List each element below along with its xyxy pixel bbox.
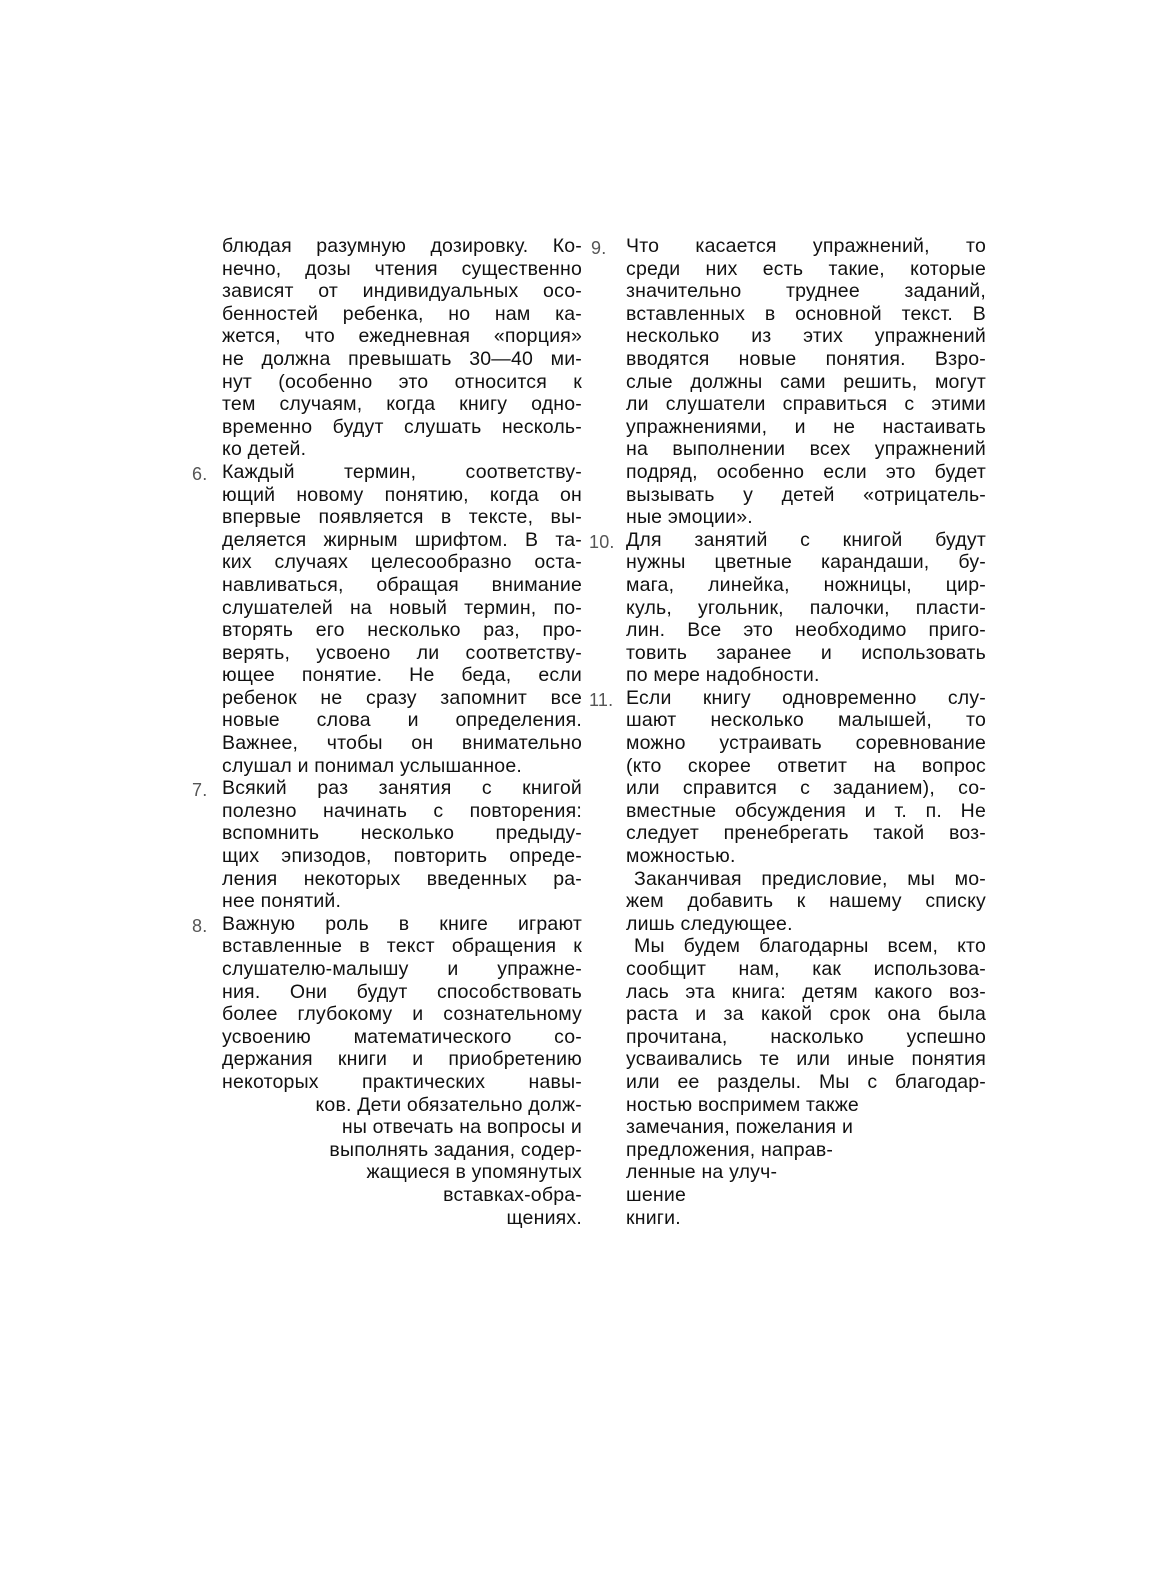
text-line: тем случаям, когда книгу одно- (222, 393, 582, 416)
text-line: мага, линейка, ножницы, цир- (626, 573, 986, 596)
text-line: ления некоторых введенных ра- (222, 867, 582, 890)
text-line: Каждый термин, соответству- (222, 460, 582, 483)
text-line: на выполнении всех упражнений (626, 438, 986, 461)
text-line: лин. Все это необходимо приго- (626, 619, 986, 642)
text-line: вместные обсуждения и т. п. Не (626, 799, 986, 822)
text-line: ния. Они будут способствовать (222, 980, 582, 1003)
list-item-8 (192, 912, 582, 1229)
text-line: верять, усвоено ли соответству- (222, 641, 582, 664)
text-line: можно устраивать соревнование (626, 732, 986, 755)
text-line: предложения, направ- (626, 1138, 834, 1161)
text-line: вспомнить несколько предыду- (222, 822, 582, 845)
text-line: ющий новому понятию, когда он (222, 483, 582, 506)
text-line: щениях. (506, 1206, 582, 1229)
text-line: Заканчивая предисловие, мы мо- (634, 867, 986, 890)
text-line: Мы будем благодарны всем, кто (634, 935, 986, 958)
item-number: 6. (192, 463, 208, 484)
text-line: шение (626, 1183, 686, 1206)
text-line: книги. (626, 1206, 681, 1229)
text-line: вводятся новые понятия. Взро- (626, 347, 986, 370)
text-line: новые слова и определения. (222, 709, 582, 732)
item-number: 9. (591, 238, 607, 258)
text-line: Всякий раз занятия с книгой (222, 777, 582, 800)
text-line: некоторых практических навы- (222, 1070, 582, 1093)
text-line: Что касается упражнений, то (626, 235, 986, 257)
text-line: лишь следующее. (626, 912, 793, 935)
text-line: слушателю-малышу и упражне- (222, 958, 582, 980)
text-line: следует пренебрегать такой воз- (626, 822, 986, 845)
item-number: 11. (589, 689, 614, 710)
text-line: ностью воспримем также (626, 1093, 859, 1116)
text-line: Важнее, чтобы он внимательно (222, 732, 582, 755)
text-line: усваивались те или иные понятия (626, 1048, 986, 1071)
text-line: держания книги и приобретению (222, 1048, 582, 1071)
text-line: вторять его несколько раз, про- (222, 619, 582, 642)
list-item-10 (589, 528, 986, 687)
text-line: ны отвечать на вопросы и (341, 1116, 582, 1139)
item-number: 10. (589, 531, 615, 552)
text-line: Для занятий с книгой будут (626, 528, 986, 551)
text-line: бенностей ребенка, но нам ка- (222, 302, 582, 325)
text-line: замечания, пожелания и (626, 1116, 854, 1139)
text-line: жащиеся в упомянутых (366, 1161, 582, 1184)
text-line: (кто скорее ответит на вопрос (626, 754, 986, 777)
text-line: выполнять задания, содер- (329, 1138, 582, 1161)
text-line: несколько из этих упражнений (626, 325, 986, 348)
text-line: ли слушатели справиться с этими (626, 393, 986, 416)
text-line: нее понятий. (222, 890, 342, 913)
text-line: полезно начинать с повторения: (222, 799, 582, 822)
closing-paragraph (626, 868, 986, 936)
left-column (192, 235, 582, 1229)
text-line: щих эпизодов, повторить опреде- (222, 845, 582, 868)
text-line: вставленные в текст обращения к (222, 935, 582, 958)
text-line: ребенок не сразу запомнит все (222, 686, 582, 709)
text-line: среди них есть такие, которые (626, 257, 986, 280)
text-line: ков. Дети обязательно долж- (315, 1093, 582, 1116)
list-item-11 (589, 686, 986, 868)
text-line: блюдая разумную дозировку. Ко- (222, 235, 582, 257)
text-line: усвоению математического со- (222, 1025, 582, 1048)
text-line: сообщит нам, как использова- (626, 958, 986, 980)
text-line: слушал и понимал услышанное. (222, 754, 522, 777)
text-line: или справится с заданием), со- (626, 777, 986, 800)
text-line: жем добавить к нашему списку (626, 890, 986, 913)
thanks-paragraph (626, 935, 986, 1229)
text-line: куль, угольник, палочки, пласти- (626, 596, 986, 619)
text-line: раста и за какой срок она была (626, 1003, 986, 1026)
text-line: ко детей. (222, 438, 307, 461)
text-line: значительно труднее заданий, (626, 280, 986, 303)
text-line: ные эмоции». (626, 506, 753, 529)
text-line: слушателей на новый термин, по- (222, 596, 582, 619)
text-line: ленные на улуч- (626, 1161, 778, 1184)
text-line: или ее разделы. Мы с благодар- (626, 1070, 986, 1093)
list-item-7 (192, 777, 582, 913)
text-line: навливаться, обращая внимание (222, 573, 582, 596)
text-line: жется, что ежедневная «порция» (222, 325, 582, 348)
text-line: вставленных в основной текст. В (626, 302, 986, 325)
list-item-6 (192, 460, 582, 777)
text-line: вызывать у детей «отрицатель- (626, 483, 986, 506)
text-line: не должна превышать 30—40 ми- (222, 347, 582, 370)
text-line: прочитана, насколько успешно (626, 1025, 986, 1048)
text-line: Если книгу одновременно слу- (626, 686, 986, 709)
text-line: можностью. (626, 845, 736, 868)
text-line: по мере надобности. (626, 664, 820, 687)
text-line: слые должны сами решить, могут (626, 370, 986, 393)
text-line: упражнениями, и не настаивать (626, 415, 986, 438)
text-line: нечно, дозы чтения существенно (222, 257, 582, 280)
text-line: ющее понятие. Не беда, если (222, 664, 582, 687)
text-line: вставках-обра- (443, 1183, 582, 1206)
text-line: впервые появляется в тексте, вы- (222, 506, 582, 529)
text-line: ких случаях целесообразно оста- (222, 551, 582, 574)
text-line: более глубокому и сознательному (222, 1003, 582, 1026)
list-item-9 (591, 235, 986, 529)
item-number: 7. (192, 780, 208, 801)
right-column (589, 235, 986, 1229)
item-number: 8. (192, 915, 208, 936)
text-line: временно будут слушать несколь- (222, 415, 582, 438)
text-line: деляется жирным шрифтом. В та- (222, 528, 582, 551)
continuation-paragraph (222, 235, 582, 461)
text-line: нужны цветные карандаши, бу- (626, 551, 986, 574)
text-line: лась эта книга: детям какого воз- (626, 980, 986, 1003)
text-line: шают несколько малышей, то (626, 709, 986, 732)
text-line: Важную роль в книге играют (222, 912, 582, 935)
text-line: товить заранее и использовать (626, 641, 986, 664)
text-line: нут (особенно это относится к (222, 370, 582, 393)
text-line: подряд, особенно если это будет (626, 460, 986, 483)
text-line: зависят от индивидуальных осо- (222, 280, 582, 303)
